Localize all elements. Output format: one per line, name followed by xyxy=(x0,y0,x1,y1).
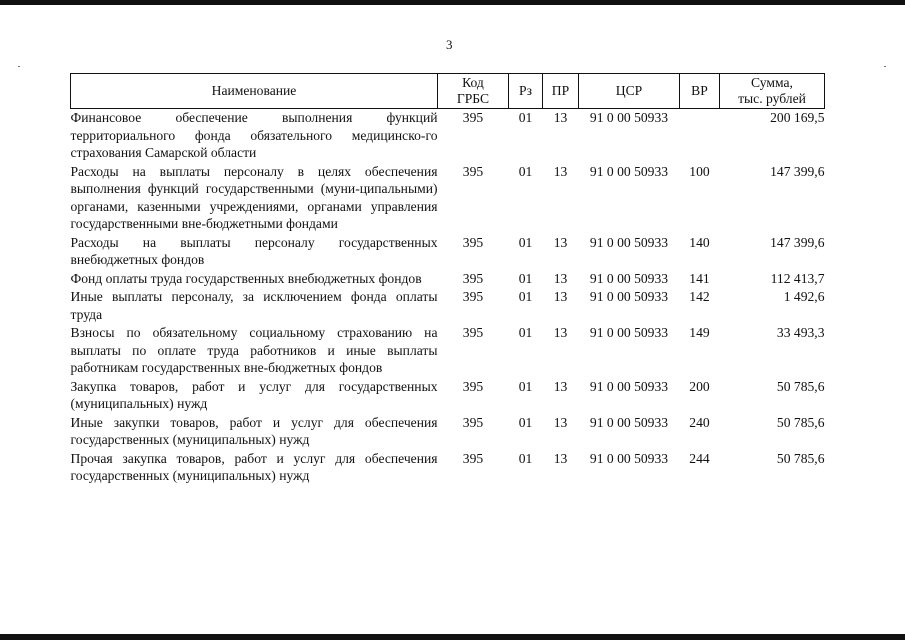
table-row xyxy=(71,450,825,486)
cell-vr: 200 xyxy=(689,378,710,394)
header-grbs-line2: ГРБС xyxy=(456,91,490,106)
cell-sum: 50 785,6 xyxy=(776,378,825,394)
table-row xyxy=(71,414,825,450)
cell-name: Расходы на выплаты персоналу государственных внебюджетных фондов xyxy=(70,234,438,267)
cell-sum: 50 785,6 xyxy=(776,414,825,430)
cell-sum: 1 492,6 xyxy=(783,289,825,304)
cell-pr: 13 xyxy=(553,163,568,179)
cell-csr: 91 0 00 50933 xyxy=(589,325,669,340)
cell-grbs: 395 xyxy=(462,378,484,394)
page-number: 3 xyxy=(446,37,453,52)
header-name: Наименование xyxy=(71,74,438,109)
cell-vr: 149 xyxy=(689,325,710,340)
cell-pr: 13 xyxy=(553,234,568,250)
header-grbs xyxy=(438,74,509,109)
cell-grbs: 395 xyxy=(462,110,484,125)
cell-pr: 13 xyxy=(553,414,568,430)
cell-csr: 91 0 00 50933 xyxy=(589,234,669,250)
header-vr: ВР xyxy=(680,74,720,109)
scan-speck xyxy=(18,66,20,67)
header-grbs-line1: Код xyxy=(462,75,484,90)
cell-pr: 13 xyxy=(553,289,568,304)
scan-speck xyxy=(884,66,886,67)
cell-rz: 01 xyxy=(518,378,533,394)
cell-vr: 244 xyxy=(689,450,710,466)
cell-rz: 01 xyxy=(518,110,533,125)
cell-pr: 13 xyxy=(553,378,568,394)
cell-grbs: 395 xyxy=(462,270,484,286)
cell-vr: 100 xyxy=(689,163,710,179)
table-header-row xyxy=(71,74,825,109)
cell-name: Финансовое обеспечение выполнения функций территориального фонда обязательного медицинско-го страхования Самарской области xyxy=(70,110,438,160)
cell-rz: 01 xyxy=(518,163,533,179)
cell-pr: 13 xyxy=(553,450,568,466)
cell-sum: 50 785,6 xyxy=(776,450,825,466)
cell-name: Расходы на выплаты персоналу в целях обеспечения выполнения функций государственными (муни-ципальными) органами, казенными учреждениями, органами управления государственными вне-бюджетными фондами xyxy=(70,163,438,231)
cell-pr: 13 xyxy=(553,110,568,125)
cell-sum: 147 399,6 xyxy=(770,163,825,179)
cell-rz: 01 xyxy=(518,234,533,250)
cell-rz: 01 xyxy=(518,414,533,430)
table-row xyxy=(71,288,825,324)
cell-name: Взносы по обязательному социальному страхованию на выплаты по оплате труда работников и иные выплаты работникам государственных вне-бюджетных фондов xyxy=(70,325,438,375)
budget-table xyxy=(70,73,825,486)
header-sum-line1: Сумма, xyxy=(751,75,793,90)
table-row xyxy=(71,163,825,234)
cell-name: Иные выплаты персоналу, за исключением фонда оплаты труда xyxy=(70,289,438,322)
cell-vr: 240 xyxy=(689,414,710,430)
cell-csr: 91 0 00 50933 xyxy=(589,163,669,179)
table-row xyxy=(71,324,825,378)
scan-top-edge xyxy=(0,0,905,5)
cell-rz: 01 xyxy=(518,289,533,304)
scan-bottom-edge xyxy=(0,634,905,640)
cell-name: Иные закупки товаров, работ и услуг для обеспечения государственных (муниципальных) нужд xyxy=(70,414,438,447)
cell-name: Закупка товаров, работ и услуг для государственных (муниципальных) нужд xyxy=(70,378,438,411)
cell-sum: 112 413,7 xyxy=(770,270,825,286)
cell-pr: 13 xyxy=(553,325,568,340)
cell-rz: 01 xyxy=(518,270,533,286)
cell-csr: 91 0 00 50933 xyxy=(589,450,669,466)
cell-csr: 91 0 00 50933 xyxy=(589,414,669,430)
header-sum xyxy=(720,74,825,109)
cell-sum: 33 493,3 xyxy=(776,325,825,340)
cell-pr: 13 xyxy=(553,270,568,286)
cell-name: Фонд оплаты труда государственных внебюджетных фондов xyxy=(70,270,422,286)
cell-sum: 147 399,6 xyxy=(770,234,825,250)
cell-grbs: 395 xyxy=(462,163,484,179)
cell-csr: 91 0 00 50933 xyxy=(589,378,669,394)
cell-grbs: 395 xyxy=(462,289,484,304)
cell-vr xyxy=(680,109,720,163)
cell-grbs: 395 xyxy=(462,450,484,466)
cell-rz: 01 xyxy=(518,325,533,340)
cell-csr: 91 0 00 50933 xyxy=(589,289,669,304)
table-row xyxy=(71,234,825,270)
cell-csr: 91 0 00 50933 xyxy=(589,270,669,286)
cell-name: Прочая закупка товаров, работ и услуг для обеспечения государственных (муниципальных) нужд xyxy=(70,450,438,483)
table-row xyxy=(71,109,825,163)
cell-sum: 200 169,5 xyxy=(770,110,825,125)
cell-grbs: 395 xyxy=(462,234,484,250)
cell-grbs: 395 xyxy=(462,325,484,340)
cell-grbs: 395 xyxy=(462,414,484,430)
table-row xyxy=(71,270,825,289)
cell-vr: 140 xyxy=(689,234,710,250)
header-pr: ПР xyxy=(543,74,579,109)
header-rz: Рз xyxy=(509,74,543,109)
header-csr: ЦСР xyxy=(579,74,680,109)
header-sum-line2: тыс. рублей xyxy=(738,91,806,106)
cell-vr: 141 xyxy=(689,270,710,286)
cell-rz: 01 xyxy=(518,450,533,466)
table-row xyxy=(71,378,825,414)
cell-csr: 91 0 00 50933 xyxy=(589,110,669,125)
cell-vr: 142 xyxy=(689,289,710,304)
